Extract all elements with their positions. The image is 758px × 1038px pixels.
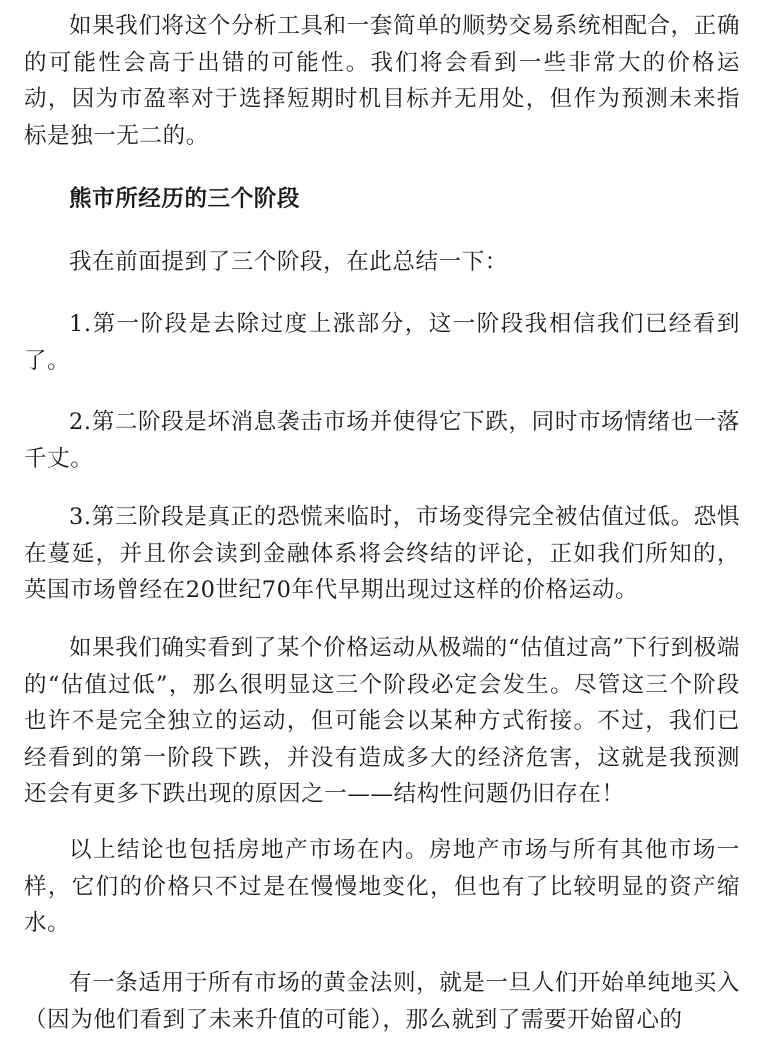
paragraph-real-estate: 以上结论也包括房地产市场在内。房地产市场与所有其他市场一样，它们的价格只不过是在慢慢地变化，但也有了比较明显的资产缩水。 bbox=[24, 837, 740, 936]
list-item-stage-3: 3.第三阶段是真正的恐慌来临时，市场变得完全被估值过低。恐惧在蔓延，并且你会读到金融体系将会终结的评论，正如我们所知的，英国市场曾经在20世纪70年代早期出现过这样的价格运动。 bbox=[24, 504, 740, 603]
paragraph-price-movement: 如果我们确实看到了某个价格运动从极端的“估值过高”下行到极端的“估值过低”，那么很明显这三个阶段必定会发生。尽管这三个阶段也许不是完全独立的运动，但可能会以某种方式衔接。不过，我们已经看到的第一阶段下跌，并没有造成多大的经济危害，这就是我预测还会有更多下跌出现的原因之一——结构性问题仍旧存在！ bbox=[24, 635, 741, 807]
section-heading: 熊市所经历的三个阶段 bbox=[69, 186, 301, 212]
paragraph-summary-intro: 我在前面提到了三个阶段，在此总结一下： bbox=[69, 249, 508, 275]
paragraph-golden-rule: 有一条适用于所有市场的黄金法则，就是一旦人们开始单纯地买入（因为他们看到了未来升值的可能），那么就到了需要开始留心的 bbox=[24, 970, 740, 1033]
list-item-stage-2: 2.第二阶段是坏消息袭击市场并使得它下跌，同时市场情绪也一落千丈。 bbox=[24, 409, 740, 472]
list-item-stage-1: 1.第一阶段是去除过度上涨部分，这一阶段我相信我们已经看到了。 bbox=[24, 311, 740, 374]
paragraph-intro: 如果我们将这个分析工具和一套简单的顺势交易系统相配合，正确的可能性会高于出错的可能性。我们将会看到一些非常大的价格运动，因为市盈率对于选择短期时机目标并无用处，但作为预测未来指标是独一无二的。 bbox=[24, 13, 740, 149]
